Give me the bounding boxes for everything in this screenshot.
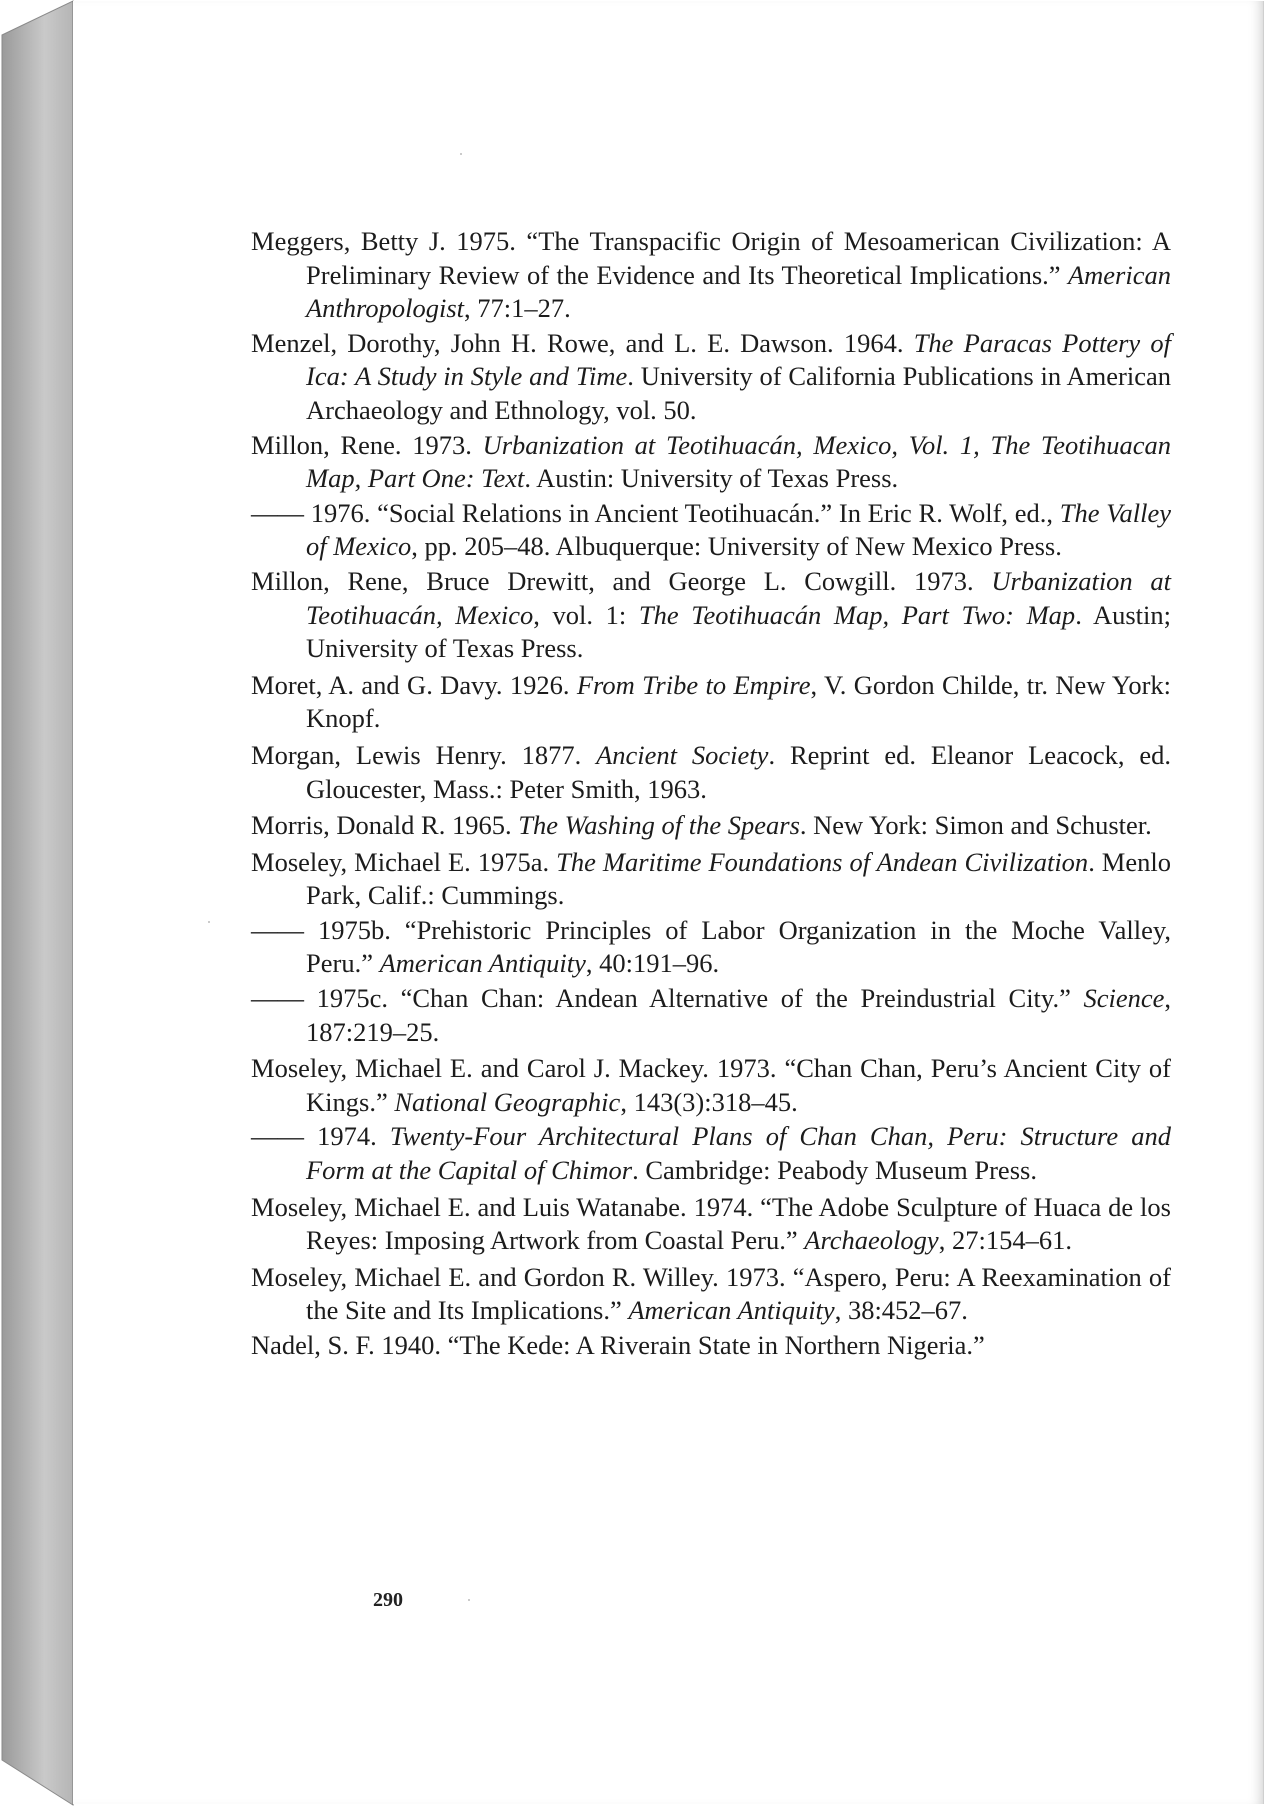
entry-text: , 187:219–25. — [306, 983, 1171, 1047]
entry-text: . Reprint ed. Eleanor Leacock, ed. Gloucester, Mass.: Peter Smith, 1963. — [306, 739, 1171, 804]
entry-title-italic: Science — [1083, 983, 1165, 1014]
bibliography-entry — [251, 846, 1171, 913]
entry-text: , 143(3):318–45. — [620, 1086, 798, 1117]
entry-text: , V. Gordon Childe, tr. New York: Knopf. — [306, 669, 1172, 734]
entry-text: Moseley, Michael E. and Gordon R. Willey. 1973. “Aspero, Peru: A Reexamination of the Site and Its Implications.” — [251, 1261, 1171, 1326]
entry-text: , 38:452–67. — [834, 1295, 968, 1326]
entry-title-italic: American Antiquity — [628, 1295, 835, 1326]
entry-text: Meggers, Betty J. 1975. “The Transpacific Origin of Mesoamerican Civilization: A Preliminary Review of the Evidence and Its Theoretical Implications.” — [251, 226, 1171, 290]
entry-text: . Austin; University of Texas Press. — [306, 599, 1172, 664]
entry-text: Nadel, S. F. 1940. “The Kede: A Riverain State in Northern Nigeria.” — [251, 1330, 985, 1360]
entry-title-italic: Twenty-Four Architectural Plans of Chan Chan, Peru: Structure and Form at the Capital of Chimor — [306, 1121, 1171, 1186]
entry-title-italic: Urbanization at Teotihuacán, Mexico, Vol. 1, The Teotihuacan Map, Part One: Text — [306, 429, 1171, 494]
entry-text: Millon, Rene, Bruce Drewitt, and George L. Cowgill. 1973. — [251, 565, 992, 596]
entry-title-italic: Ancient Society — [596, 739, 769, 770]
bibliography-entry — [251, 429, 1171, 496]
entry-title-italic: The Valley of Mexico — [306, 497, 1172, 562]
entry-text: Millon, Rene. 1973. — [251, 429, 483, 460]
book-page — [73, 1, 1264, 1804]
entry-title-italic: From Tribe to Empire — [576, 669, 811, 700]
entry-text: . New York: Simon and Schuster. — [799, 810, 1152, 841]
entry-text: . Menlo Park, Calif.: Cummings. — [306, 846, 1171, 911]
bibliography-entry — [251, 739, 1171, 806]
entry-text: . Cambridge: Peabody Museum Press. — [632, 1155, 1037, 1186]
paper-speck — [468, 1599, 470, 1601]
entry-title-italic: Archaeology — [804, 1225, 939, 1256]
bibliography-entry — [251, 327, 1171, 428]
entry-title-italic: Urbanization at Teotihuacán, Mexico — [306, 565, 1172, 630]
entry-text: Morgan, Lewis Henry. 1877. — [251, 739, 597, 770]
entry-text: . Austin: University of Texas Press. — [524, 463, 899, 494]
entry-text: —— 1976. “Social Relations in Ancient Teotihuacán.” In Eric R. Wolf, ed., — [251, 497, 1060, 528]
entry-text: Morris, Donald R. 1965. — [251, 810, 519, 841]
bibliography-entry — [251, 1261, 1171, 1328]
paper-speck — [208, 921, 210, 923]
bibliography-entry — [251, 982, 1171, 1049]
bibliography-entry — [251, 565, 1171, 666]
bibliography-entry — [251, 669, 1171, 736]
entry-text: , 77:1–27. — [464, 293, 571, 324]
bibliography-entry — [251, 1329, 1171, 1363]
entry-text: , pp. 205–48. Albuquerque: University of New Mexico Press. — [411, 531, 1062, 562]
entry-title-italic: The Paracas Pottery of Ica: A Study in Style and Time — [306, 327, 1172, 392]
entry-title-italic: American Anthropologist — [306, 259, 1171, 324]
entry-text: —— 1974. — [251, 1121, 390, 1152]
bibliography-entry — [251, 1191, 1171, 1258]
entry-title-italic: The Washing of the Spears — [518, 810, 800, 841]
entry-title-italic: American Antiquity — [379, 948, 586, 979]
entry-text: . University of California Publications in American Archaeology and Ethnology, vol. 50. — [306, 361, 1171, 425]
bibliography-entry — [251, 1120, 1171, 1187]
entry-text: Moseley, Michael E. and Luis Watanabe. 1974. “The Adobe Sculpture of Huaca de los Reyes: Imposing Artwork from Coastal Peru.” — [251, 1191, 1171, 1256]
entry-text: Menzel, Dorothy, John H. Rowe, and L. E. Dawson. 1964. — [251, 327, 914, 358]
entry-title-italic: The Teotihuacán Map, Part Two: Map — [638, 599, 1076, 630]
entry-title-italic: National Geographic — [394, 1086, 621, 1117]
page-number: 290 — [373, 1589, 403, 1611]
bibliography-entry — [251, 497, 1171, 564]
entry-text: Moseley, Michael E. and Carol J. Mackey. 1973. “Chan Chan, Peru’s Ancient City of Kings.” — [251, 1053, 1171, 1117]
paper-speck — [460, 153, 462, 155]
bibliography-entry — [251, 914, 1171, 981]
bibliography-entry — [251, 225, 1171, 326]
bibliography-text — [251, 225, 1171, 1364]
entry-text: , 27:154–61. — [938, 1225, 1072, 1256]
bibliography-entry — [251, 809, 1171, 843]
entry-text: —— 1975b. “Prehistoric Principles of Labor Organization in the Moche Valley, Peru.” — [251, 914, 1171, 979]
entry-text: Moret, A. and G. Davy. 1926. — [251, 669, 577, 700]
entry-text: , vol. 1: — [533, 599, 639, 630]
entry-text: , 40:191–96. — [585, 948, 720, 979]
entry-text: —— 1975c. “Chan Chan: Andean Alternative of the Preindustrial City.” — [251, 983, 1084, 1014]
book-spine-edge — [2, 1, 73, 1805]
entry-title-italic: The Maritime Foundations of Andean Civilization — [556, 846, 1089, 877]
entry-text: Moseley, Michael E. 1975a. — [251, 846, 557, 877]
bibliography-entry — [251, 1052, 1171, 1119]
